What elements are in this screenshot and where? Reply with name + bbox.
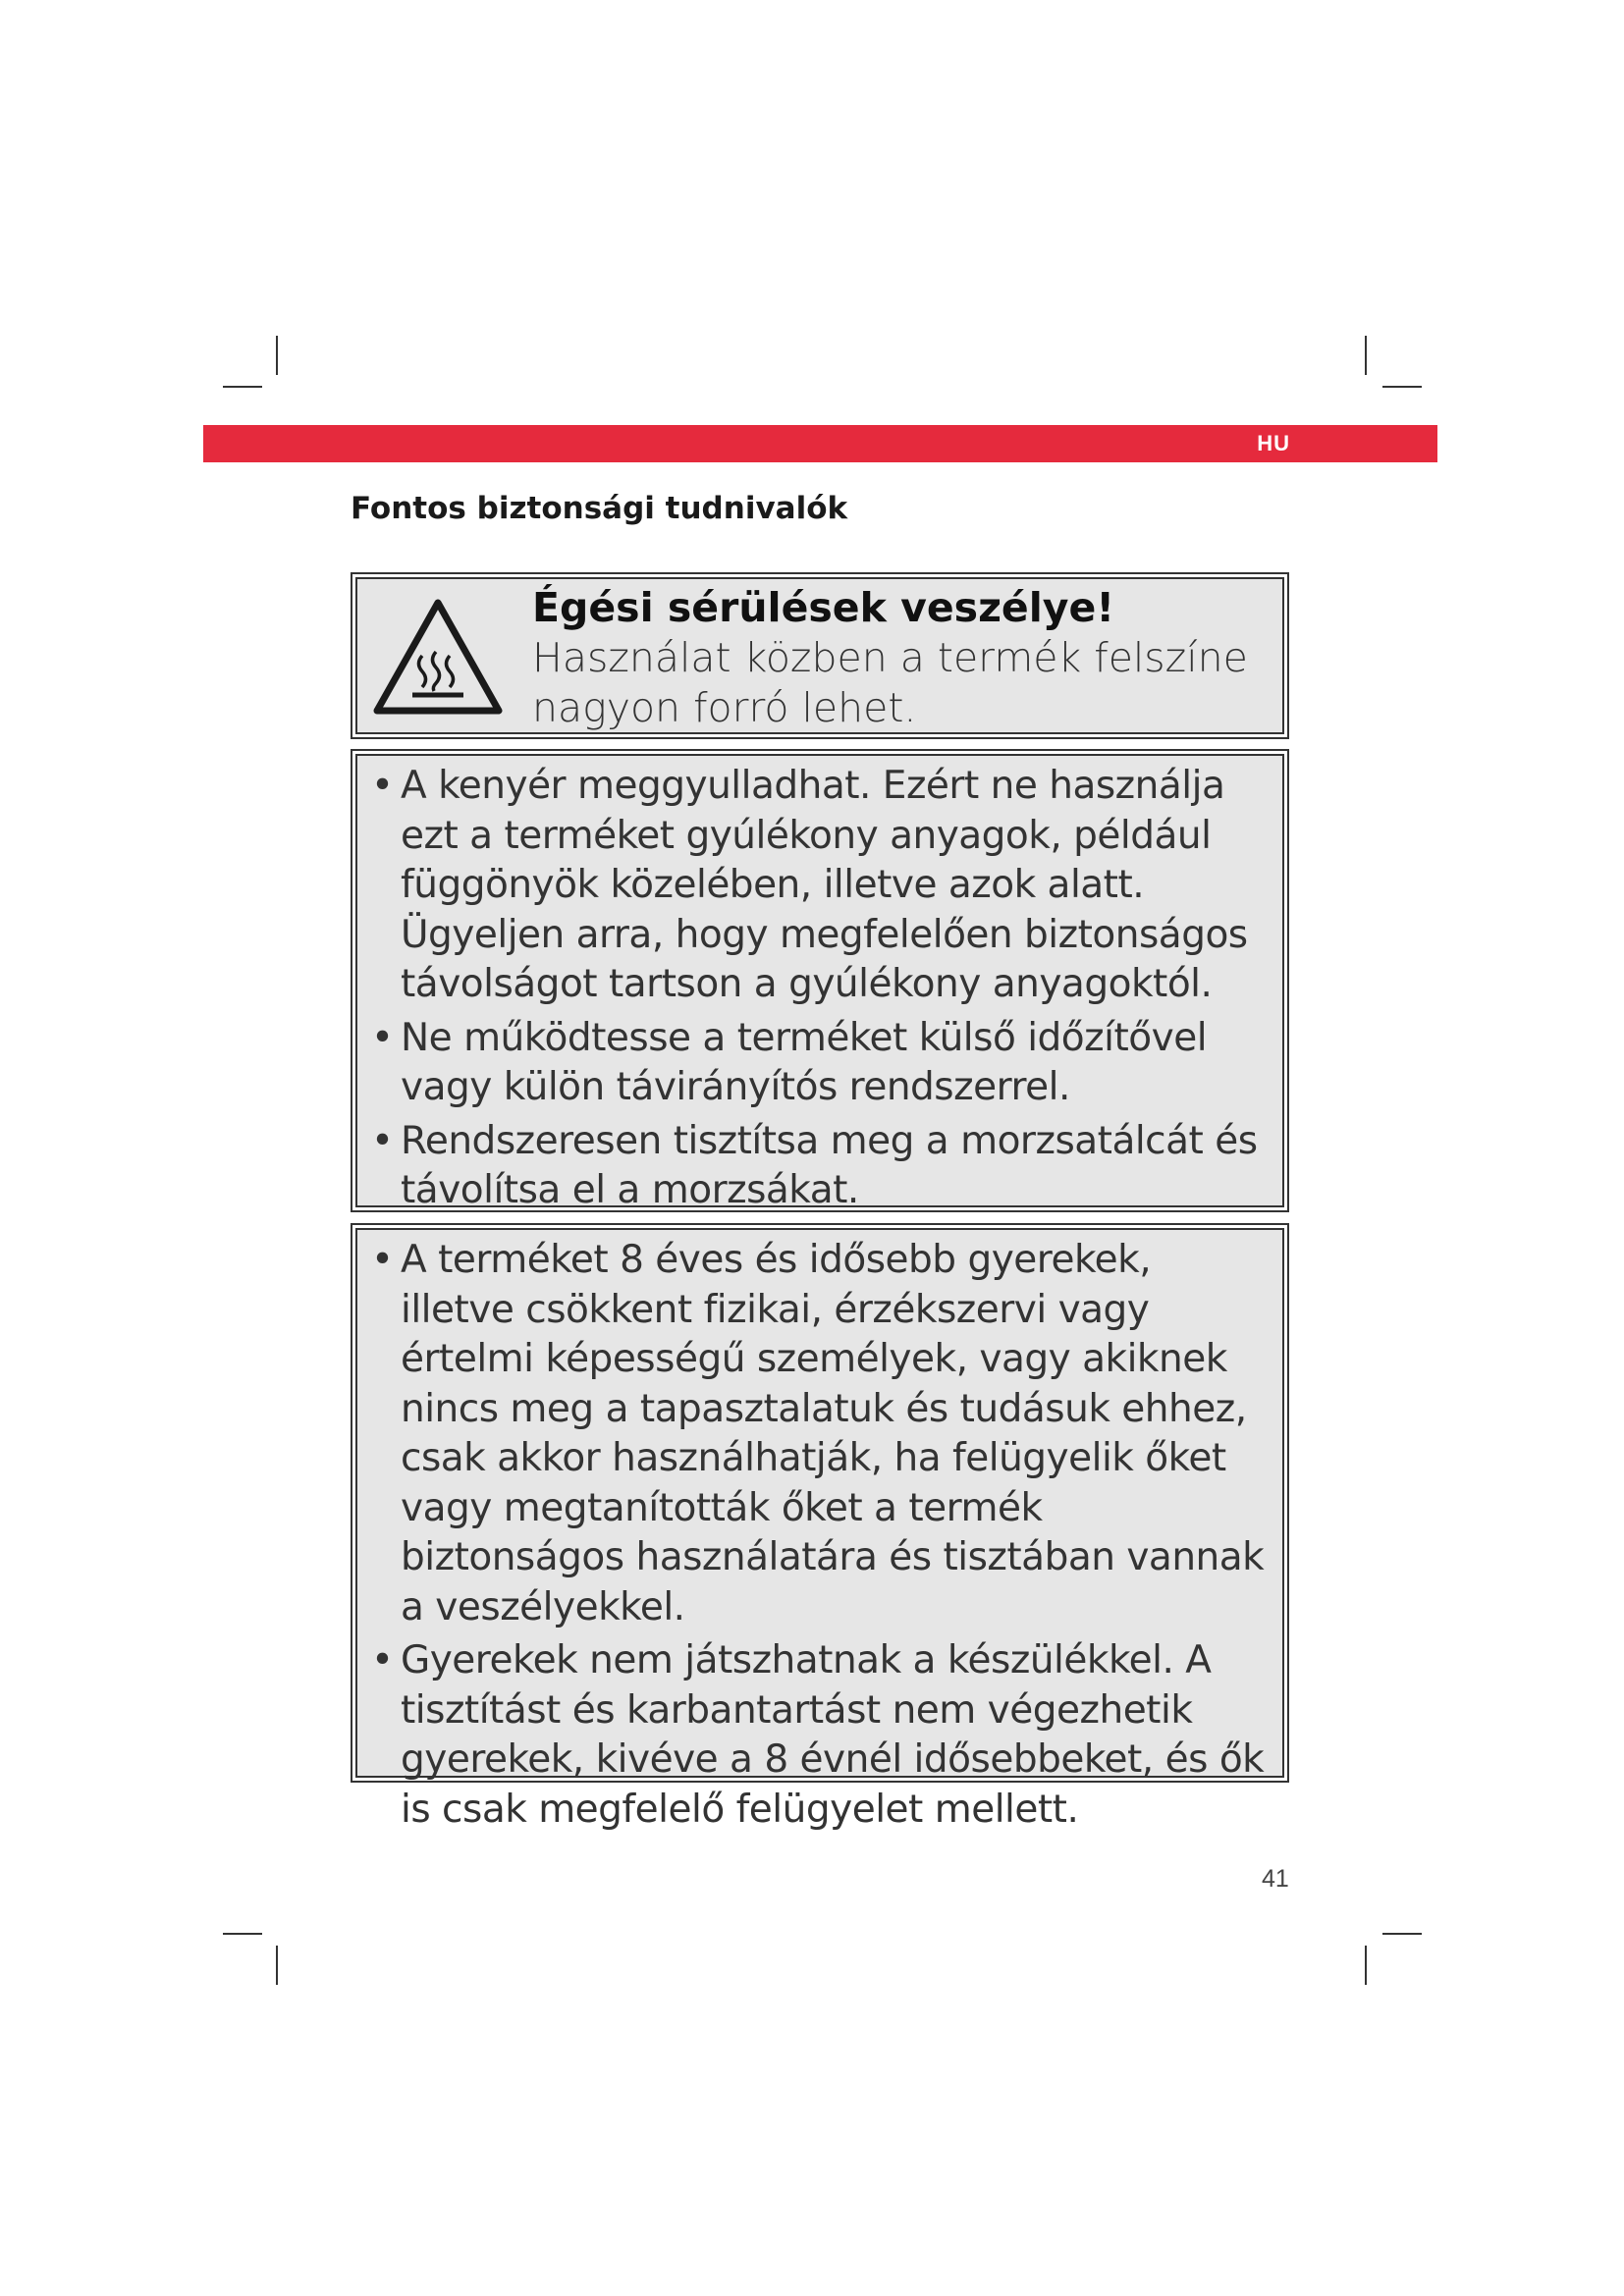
list-item: [371, 1117, 1274, 1216]
crop-mark-bottom-right-vertical: [1365, 1946, 1367, 1985]
crop-mark-bottom-right-horizontal: [1382, 1933, 1422, 1935]
hot-surface-warning-icon: [371, 597, 505, 719]
list-item-text: Ne működtesse a terméket külső időzítővel vagy külön távirányítós rendszerrel.: [401, 1015, 1208, 1109]
bullet-icon: •: [371, 1015, 394, 1060]
warning-box-inner: [355, 577, 1284, 734]
list-item-text: Rendszeresen tisztítsa meg a morzsatálcát és távolítsa el a morzsákat.: [401, 1118, 1258, 1212]
bullet-icon: •: [371, 764, 394, 808]
list-item: [371, 762, 1274, 1010]
crop-mark-bottom-left-vertical: [276, 1946, 278, 1985]
warning-description: Használat közben a termék felszíne nagyon forró lehet.: [532, 634, 1248, 731]
warning-box: [351, 572, 1289, 739]
safety-box-fire: [351, 749, 1289, 1212]
safety-box-children-inner: [355, 1228, 1284, 1832]
crop-mark-top-left-horizontal: [223, 386, 262, 388]
list-item-text: A terméket 8 éves és idősebb gyerekek, illetve csökkent fizikai, érzékszervi vagy értelmi képességű személyek, vagy akiknek nincs meg a tapasztalatuk és tudásuk ehhez, csak akkor használhatják, ha felügyelik őket vagy megtanították őket a termék biztonságos használatára és tisztában vannak a veszélyekkel.: [401, 1238, 1265, 1629]
safety-box-children: [351, 1223, 1289, 1832]
bullet-icon: •: [371, 1238, 394, 1282]
crop-mark-top-left-vertical: [276, 336, 278, 375]
safety-list-children: [357, 1230, 1282, 1835]
warning-text: [532, 583, 1272, 733]
list-item-text: A kenyér meggyulladhat. Ezért ne használja ezt a terméket gyúlékony anyagok, például függönyök közelében, illetve azok alatt. Ügyeljen arra, hogy megfelelően biztonságos távolságot tartson a gyúlékony anyagoktól.: [401, 764, 1248, 1006]
list-item: [371, 1014, 1274, 1113]
bullet-icon: •: [371, 1118, 394, 1163]
crop-mark-top-right-horizontal: [1382, 386, 1422, 388]
language-header-bar: [203, 425, 1437, 462]
language-code: HU: [1257, 431, 1290, 455]
safety-list-fire: [357, 756, 1282, 1216]
list-item-text: Gyerekek nem játszhatnak a készülékkel. A tisztítást és karbantartást nem végezhetik gyerekek, kivéve a 8 évnél idősebbeket, és ők is csak megfelelő felügyelet mellett.: [401, 1638, 1265, 1832]
bullet-icon: •: [371, 1638, 394, 1682]
warning-heading: Égési sérülések veszélye!: [532, 584, 1115, 631]
safety-box-fire-inner: [355, 754, 1284, 1212]
crop-mark-bottom-left-horizontal: [223, 1933, 262, 1935]
page-title: Fontos biztonsági tudnivalók: [351, 491, 848, 526]
page-number: 41: [1262, 1865, 1289, 1893]
crop-mark-top-right-vertical: [1365, 336, 1367, 375]
list-item: [371, 1636, 1274, 1835]
list-item: [371, 1236, 1274, 1632]
